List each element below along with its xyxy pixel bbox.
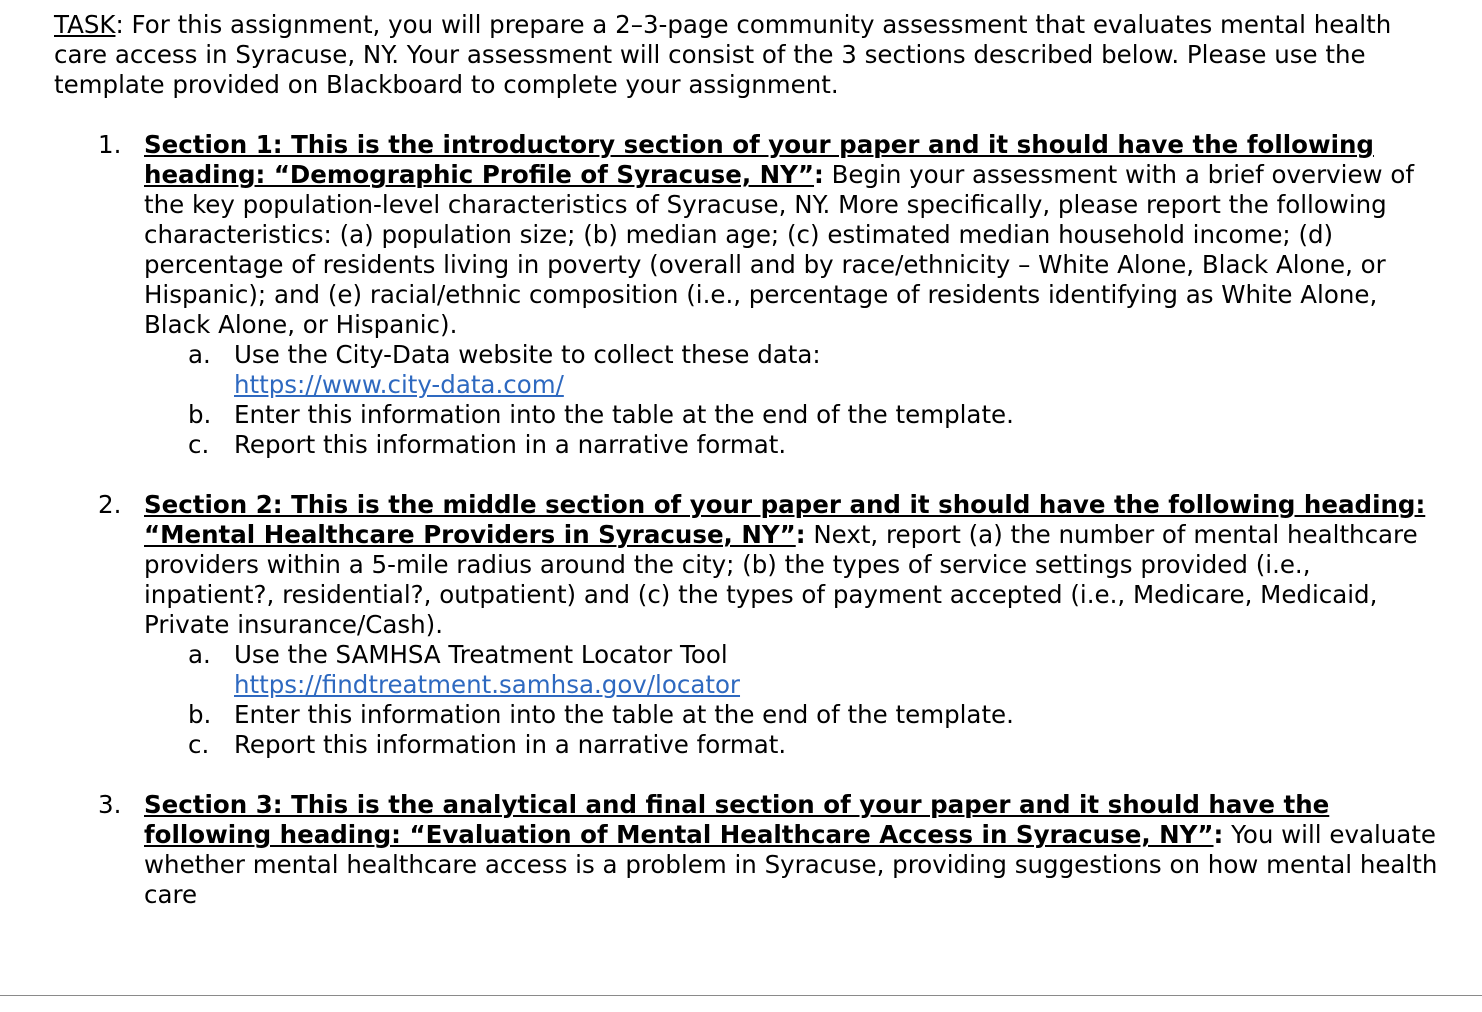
- section-item-2: [54, 490, 1444, 760]
- subitem-text: Report this information in a narrative format.: [234, 730, 787, 759]
- subitem-text: Use the City-Data website to collect these data:: [234, 340, 821, 369]
- section-item-1: [54, 130, 1444, 460]
- section-heading: Section 1: This is the introductory section of your paper and it should have the following heading: “Demographic Profile of Syracuse, NY”: [144, 130, 1374, 189]
- task-paragraph: [54, 10, 1444, 100]
- subitem: [144, 340, 1444, 400]
- section-heading: Section 2: This is the middle section of your paper and it should have the following heading: “Mental Healthcare Providers in Syracuse, NY”: [144, 490, 1426, 549]
- subitem-letter: c.: [188, 730, 210, 759]
- section-heading-colon: :: [795, 520, 806, 549]
- subitem-text: Enter this information into the table at the end of the template.: [234, 700, 1014, 729]
- subitem-text: Use the SAMHSA Treatment Locator Tool: [234, 640, 728, 669]
- subitem-letter: a.: [188, 640, 211, 669]
- task-text: : For this assignment, you will prepare a 2–3-page community assessment that evaluates mental health care access in Syracuse, NY. Your assessment will consist of the 3 sections described below. Please use the template provided on Blackboard to complete your assignment.: [54, 10, 1392, 99]
- subitem-list: [144, 640, 1444, 760]
- section-body: Next, report (a) the number of mental healthcare providers within a 5-mile radius around the city; (b) the types of service settings provided (i.e., inpatient?, residential?, outpatient) and (c) the types of payment accepted (i.e., Medicare, Medicaid, Private insurance/Cash).: [144, 520, 1418, 639]
- page-divider: [0, 995, 1482, 996]
- section-number: 1.: [98, 130, 122, 159]
- subitem-letter: a.: [188, 340, 211, 369]
- section-number: 3.: [98, 790, 122, 819]
- subitem: [144, 640, 1444, 700]
- section-list: [54, 130, 1444, 910]
- section-number: 2.: [98, 490, 122, 519]
- subitem-text: Report this information in a narrative format.: [234, 430, 787, 459]
- section-body: You will evaluate whether mental healthcare access is a problem in Syracuse, providing suggestions on how mental health care: [144, 820, 1438, 909]
- subitem: [144, 400, 1444, 430]
- city-data-link[interactable]: https://www.city-data.com/: [234, 370, 564, 399]
- subitem-letter: c.: [188, 430, 210, 459]
- samhsa-locator-link[interactable]: https://findtreatment.samhsa.gov/locator: [234, 670, 741, 699]
- subitem-list: [144, 340, 1444, 460]
- section-item-3: [54, 790, 1444, 910]
- section-body: Begin your assessment with a brief overview of the key population-level characteristics of Syracuse, NY. More specifically, please report the following characteristics: (a) population size; (b) median age; (c) estimated median household income; (d) percentage of residents living in poverty (overall and by race/ethnicity – White Alone, Black Alone, or Hispanic); and (e) racial/ethnic composition (i.e., percentage of residents identifying as White Alone, Black Alone, or Hispanic).: [144, 160, 1414, 339]
- subitem-text: Enter this information into the table at the end of the template.: [234, 400, 1014, 429]
- subitem: [144, 730, 1444, 760]
- section-heading-colon: :: [1213, 820, 1224, 849]
- subitem-letter: b.: [188, 700, 212, 729]
- assignment-document: [54, 10, 1444, 940]
- section-heading: Section 3: This is the analytical and final section of your paper and it should have the following heading: “Evaluation of Mental Healthcare Access in Syracuse, NY”: [144, 790, 1330, 849]
- task-label: TASK: [54, 10, 116, 39]
- section-heading-colon: :: [814, 160, 824, 189]
- subitem-letter: b.: [188, 400, 212, 429]
- subitem: [144, 700, 1444, 730]
- subitem: [144, 430, 1444, 460]
